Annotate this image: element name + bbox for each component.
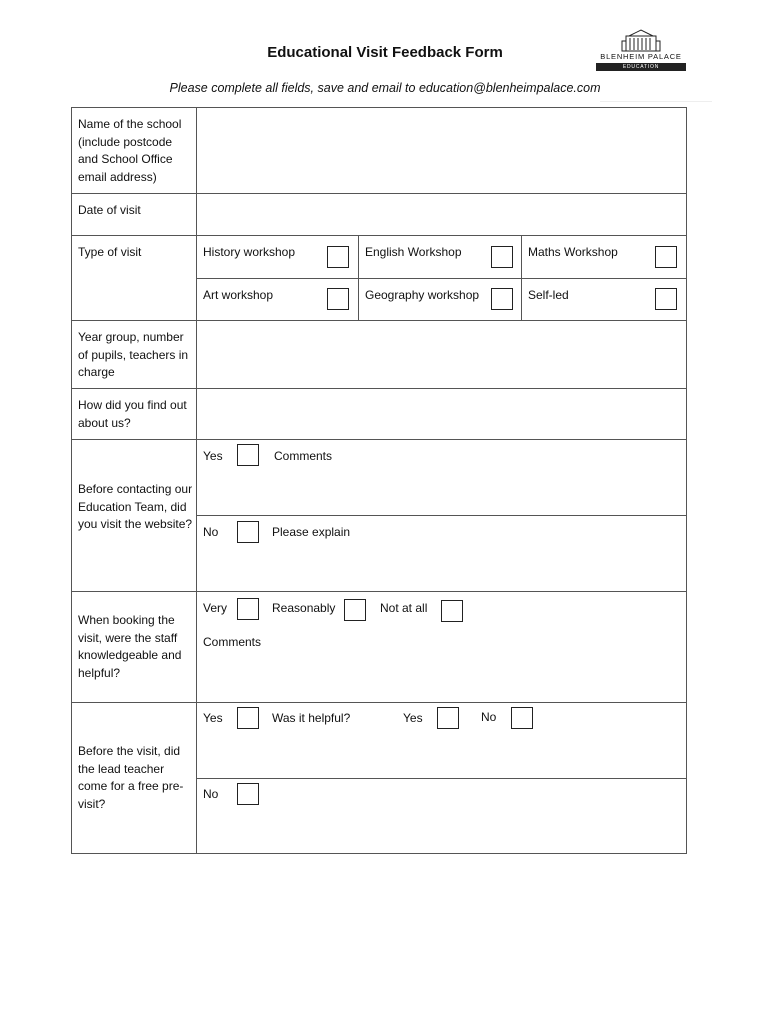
staff-very-label: Very: [203, 601, 228, 615]
checkbox-self-led[interactable]: [655, 288, 677, 310]
staff-comments-label: Comments: [203, 635, 262, 649]
previsit-helpful-no-label: No: [481, 710, 497, 724]
checkbox-previsit-yes[interactable]: [237, 707, 259, 729]
checkbox-maths-workshop[interactable]: [655, 246, 677, 268]
website-label-cell: [71, 439, 197, 592]
website-comments-label: Comments: [274, 449, 333, 463]
checkbox-website-no[interactable]: [237, 521, 259, 543]
checkbox-previsit-no[interactable]: [237, 783, 259, 805]
website-explain-label: Please explain: [272, 525, 351, 539]
checkbox-helpful-no[interactable]: [511, 707, 533, 729]
found-label-cell: [71, 388, 197, 440]
blenheim-logo: [596, 28, 686, 72]
palace-icon: [596, 28, 686, 52]
found-input[interactable]: [196, 388, 687, 440]
year-input[interactable]: [196, 320, 687, 389]
year-label-cell: [71, 320, 197, 389]
previsit-helpful-label: Was it helpful?: [272, 711, 351, 725]
previsit-helpful-yes-label: Yes: [403, 711, 423, 725]
date-input[interactable]: [196, 193, 687, 236]
form-instructions: Please complete all fields, save and email to education@blenheimpalace.com: [169, 81, 601, 95]
type-label-cell: [71, 235, 197, 321]
date-label-cell: [71, 193, 197, 236]
divider: [600, 101, 712, 102]
staff-not-at-all-label: Not at all: [380, 601, 428, 615]
website-no-cell[interactable]: [196, 515, 687, 592]
school-input[interactable]: [196, 107, 687, 194]
option-label-english: English Workshop: [365, 245, 462, 259]
staff-reasonably-label: Reasonably: [272, 601, 336, 615]
date-label: Date of visit: [78, 203, 141, 217]
checkbox-helpful-yes[interactable]: [437, 707, 459, 729]
website-yes-label: Yes: [203, 449, 223, 463]
staff-label: When booking the visit, were the staff knowledgeable and helpful?: [78, 613, 182, 680]
year-label: Year group, number of pupils, teachers in charge: [78, 330, 189, 379]
school-label-cell: [71, 107, 197, 194]
type-label: Type of visit: [78, 245, 142, 259]
previsit-label-cell: [71, 702, 197, 854]
checkbox-history-workshop[interactable]: [327, 246, 349, 268]
option-label-self-led: Self-led: [528, 288, 569, 302]
checkbox-staff-not-at-all[interactable]: [441, 600, 463, 622]
checkbox-geography-workshop[interactable]: [491, 288, 513, 310]
checkbox-staff-very[interactable]: [237, 598, 259, 620]
website-no-label: No: [203, 525, 219, 539]
previsit-yes-label: Yes: [203, 711, 223, 725]
previsit-no-label: No: [203, 787, 219, 801]
option-label-geography: Geography workshop: [365, 288, 480, 302]
logo-brand-text: BLENHEIM PALACE: [600, 52, 682, 61]
website-yes-cell[interactable]: [196, 439, 687, 516]
option-label-art: Art workshop: [203, 288, 274, 302]
found-label: How did you find out about us?: [78, 398, 187, 430]
option-label-history: History workshop: [203, 245, 296, 259]
school-label: Name of the school (include postcode and School Office email address): [78, 117, 182, 184]
form-title: Educational Visit Feedback Form: [267, 44, 503, 61]
checkbox-staff-reasonably[interactable]: [344, 599, 366, 621]
logo-sub-text: EDUCATION: [596, 63, 686, 71]
staff-label-cell: [71, 591, 197, 703]
option-label-maths: Maths Workshop: [528, 245, 618, 259]
previsit-label: Before the visit, did the lead teacher come for a free pre-visit?: [78, 744, 184, 811]
previsit-no-cell[interactable]: [196, 778, 687, 854]
checkbox-website-yes[interactable]: [237, 444, 259, 466]
checkbox-english-workshop[interactable]: [491, 246, 513, 268]
website-label: Before contacting our Education Team, did you visit the website?: [78, 482, 193, 531]
checkbox-art-workshop[interactable]: [327, 288, 349, 310]
